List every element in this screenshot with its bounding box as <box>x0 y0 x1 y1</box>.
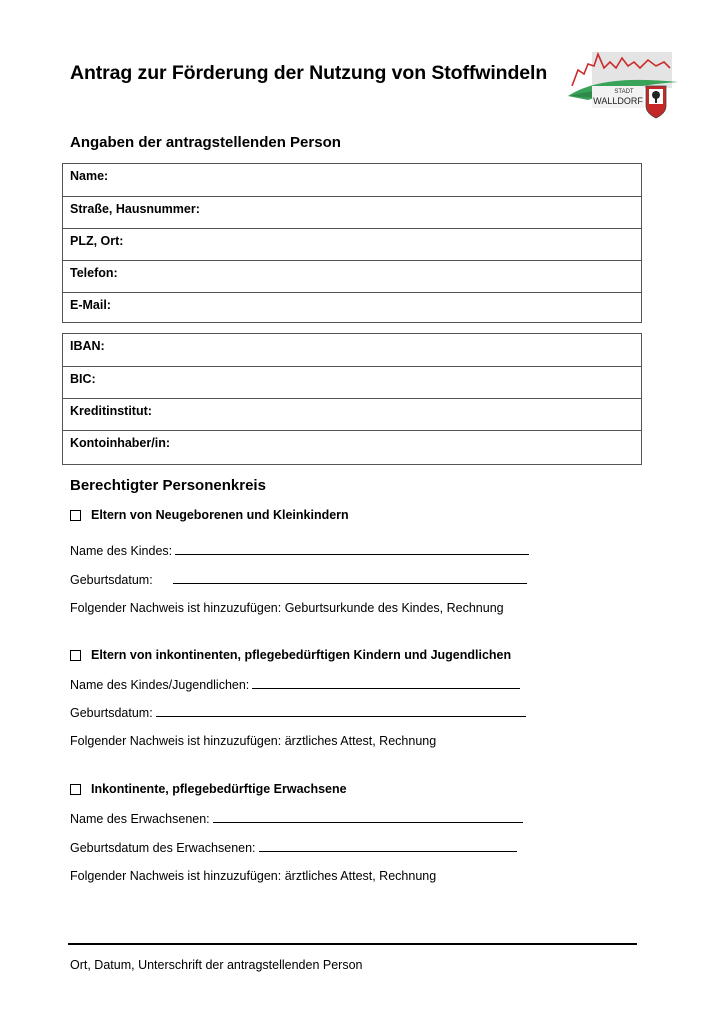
document-title: Antrag zur Förderung der Nutzung von Stoffwindeln <box>70 62 548 84</box>
option-adults-date-input[interactable] <box>259 840 517 852</box>
option-adults-name-line <box>70 811 523 826</box>
option-children-name-line <box>70 677 520 692</box>
logo-text-walldorf: WALLDORF <box>593 96 643 106</box>
option-newborn-date-label: Geburtsdatum: <box>70 573 153 587</box>
walldorf-logo <box>566 48 680 120</box>
option-incontinent-adults-title: Inkontinente, pflegebedürftige Erwachsene <box>91 782 347 796</box>
option-newborn-title: Eltern von Neugeborenen und Kleinkindern <box>91 508 349 522</box>
option-newborn-date-input[interactable] <box>173 572 527 584</box>
option-incontinent-children-title: Eltern von inkontinenten, pflegebedürftigen Kindern und Jugendlichen <box>91 648 512 662</box>
option-children-date-input[interactable] <box>156 705 526 717</box>
signature-label: Ort, Datum, Unterschrift der antragstellenden Person <box>70 958 363 972</box>
option-children-name-input[interactable] <box>252 677 520 689</box>
applicant-section-heading: Angaben der antragstellenden Person <box>70 134 341 151</box>
field-bank[interactable]: Kreditinstitut: <box>63 398 641 430</box>
option-children-date-line <box>70 705 526 720</box>
option-incontinent-adults <box>70 782 347 796</box>
option-newborn-name-input[interactable] <box>175 543 529 555</box>
field-account-holder[interactable]: Kontoinhaber/in: <box>63 430 641 464</box>
option-adults-name-input[interactable] <box>213 811 523 823</box>
option-incontinent-adults-checkbox[interactable] <box>70 784 81 795</box>
option-newborn-date-line <box>70 572 527 587</box>
field-email[interactable]: E-Mail: <box>63 292 641 322</box>
field-street[interactable]: Straße, Hausnummer: <box>63 196 641 228</box>
option-newborn-name-label: Name des Kindes: <box>70 544 173 558</box>
option-newborn-checkbox[interactable] <box>70 510 81 521</box>
option-adults-date-label: Geburtsdatum des Erwachsenen: <box>70 841 256 855</box>
option-children-date-label: Geburtsdatum: <box>70 706 153 720</box>
field-name[interactable]: Name: <box>70 169 109 183</box>
logo-text-stadt: STADT <box>614 89 634 95</box>
option-adults-proof: Folgender Nachweis ist hinzuzufügen: ärztliches Attest, Rechnung <box>70 869 437 883</box>
applicant-personal-table <box>62 163 642 323</box>
option-adults-date-line <box>70 840 517 855</box>
field-postcode-city[interactable]: PLZ, Ort: <box>63 228 641 260</box>
field-phone[interactable]: Telefon: <box>63 260 641 292</box>
option-children-name-label: Name des Kindes/Jugendlichen: <box>70 678 250 692</box>
option-newborn-parents <box>70 508 349 522</box>
option-newborn-name-line <box>70 543 529 558</box>
option-children-proof: Folgender Nachweis ist hinzuzufügen: ärztliches Attest, Rechnung <box>70 734 437 748</box>
field-iban[interactable]: IBAN: <box>70 339 105 353</box>
eligible-section-heading: Berechtigter Personenkreis <box>70 477 266 494</box>
option-incontinent-children-checkbox[interactable] <box>70 650 81 661</box>
signature-line[interactable] <box>68 943 637 945</box>
option-adults-name-label: Name des Erwachsenen: <box>70 812 210 826</box>
option-incontinent-children <box>70 648 511 662</box>
field-bic[interactable]: BIC: <box>63 366 641 398</box>
applicant-bank-table <box>62 333 642 465</box>
option-newborn-proof: Folgender Nachweis ist hinzuzufügen: Geburtsurkunde des Kindes, Rechnung <box>70 601 504 615</box>
walldorf-crest-icon <box>566 48 680 120</box>
